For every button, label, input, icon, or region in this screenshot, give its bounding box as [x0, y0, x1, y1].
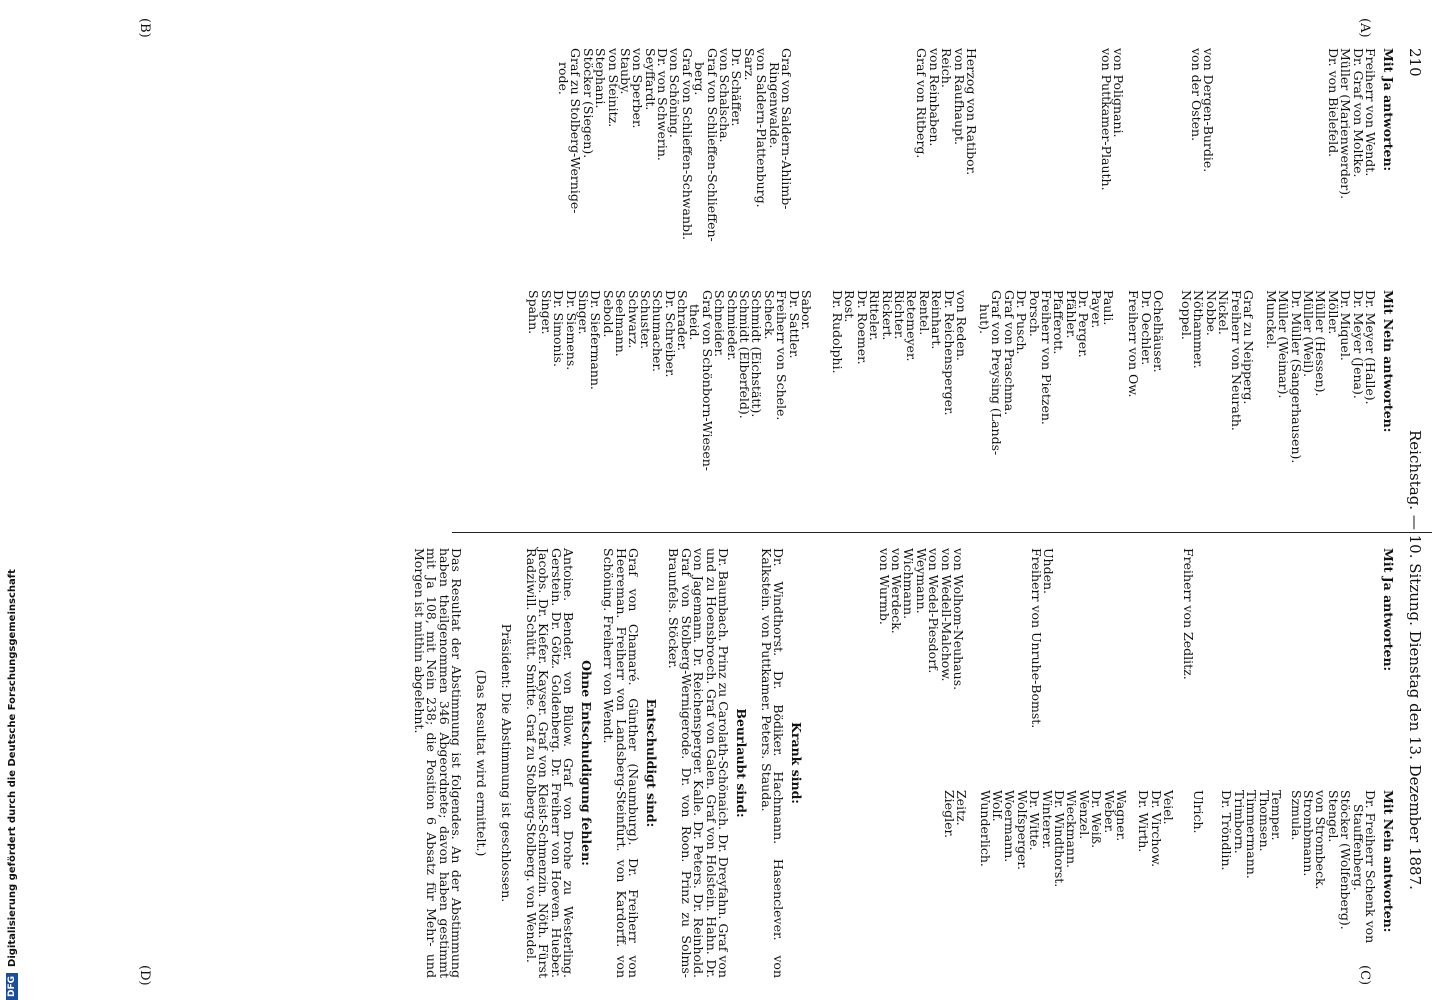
list-item: theid.	[687, 304, 703, 341]
list-item: von Steinitz.	[605, 48, 621, 128]
list-item: Stöcker (Wolfenberg).	[1338, 790, 1354, 930]
col4-group4	[1137, 790, 1174, 867]
list-item: Müller (Weil).	[1301, 290, 1317, 378]
list-item: von Strombeck.	[1313, 790, 1329, 890]
list-item: Zeitz.	[954, 790, 969, 826]
list-item: Freiherr von Zedlitz.	[1181, 548, 1196, 680]
list-item: Strombmann.	[1301, 790, 1317, 877]
president-text: Präsident: Die Abstimmung ist geschlossen.	[499, 623, 514, 903]
col1-group5	[557, 48, 792, 242]
list-item: Weber.	[1101, 790, 1117, 834]
list-item: Freiherr von Pietzen.	[1039, 290, 1055, 425]
list-item: Müller (Weimar).	[1276, 290, 1292, 399]
list-item: Temper.	[1269, 790, 1284, 841]
list-item: Graf von Schlieffen-Schlieffen-	[704, 48, 720, 242]
list-item: Dr. Tröndlin.	[1219, 790, 1235, 871]
credit-text: Digitalisierung gefördert durch die Deutsche Forschungsgemeinschaft	[6, 569, 18, 967]
list-item: von Dergen-Burdie.	[1201, 48, 1216, 173]
list-item: rode.	[555, 62, 571, 95]
col4-heading: Mit Nein antworten:	[1381, 790, 1396, 933]
list-item: Graf von Ritberg.	[914, 48, 930, 159]
list-item: Freiherr von Neurath.	[1228, 290, 1244, 431]
list-item: Ritteler.	[867, 290, 883, 341]
col3-heading: Mit Ja antworten:	[1381, 548, 1396, 672]
list-item: Ziegler.	[941, 790, 957, 839]
result-text: Das Resultat der Abstimmung ist folgendes. An der Abstimmung haben theilgenommen 346 Abgeordnete; davon haben gestimmt mit Ja 108, mit Nein 238; die Position 6 Absatz für Mehr- und Morgen ist mithin abgelehnt.	[411, 548, 464, 978]
col2-group5	[831, 290, 967, 416]
list-item: Dr. von Schwerin.	[655, 48, 671, 161]
list-item: Müller (Marienwerder).	[1338, 48, 1354, 200]
list-item: Munckel.	[1263, 290, 1279, 349]
list-item: Stengel.	[1325, 790, 1341, 843]
list-item: Szmula.	[1288, 790, 1304, 841]
list-item: Sebold.	[600, 290, 616, 338]
list-item: Ochelhäuser.	[1151, 290, 1166, 373]
column-divider	[452, 532, 1432, 533]
list-item: Rickert.	[879, 290, 895, 341]
digitization-credit	[0, 0, 24, 1000]
list-item: Richter.	[892, 290, 908, 340]
list-item: Pauli.	[1101, 290, 1116, 326]
list-item: Wunderlich.	[977, 790, 993, 867]
list-item: Dr. Roemer.	[854, 290, 870, 365]
list-item: Herzog von Ratibor.	[964, 48, 979, 176]
list-item: Scheck.	[761, 290, 777, 340]
list-item: Freiherr von Schele.	[774, 290, 790, 421]
sick-text: Dr. Windthorst. Dr. Bödiker. Hachmann. Hasenclever. von Kalkstein. von Puttkamer. Peters. Stauda.	[758, 548, 786, 978]
list-item: berg.	[692, 62, 708, 96]
list-item: Thomsen.	[1256, 790, 1272, 852]
list-item: Woermann.	[1002, 790, 1018, 863]
col4-group2	[1220, 790, 1282, 879]
list-item: von Schöning.	[667, 48, 683, 138]
col3-group3	[877, 548, 964, 690]
marker-a: (A)	[1357, 18, 1372, 38]
result-pending: (Das Resultat wird ermittelt.)	[474, 669, 489, 857]
list-item: von Reden.	[954, 290, 969, 361]
list-item: Wolf.	[990, 790, 1006, 822]
col4-group3	[1192, 790, 1204, 834]
list-item: von Raufhaupt.	[951, 48, 967, 145]
list-item: Graf von Schönborn-Wiesen-	[699, 290, 715, 472]
list-item: Dr. Pusch.	[1014, 290, 1030, 355]
list-item: von Sperber.	[630, 48, 646, 129]
list-item: Wolfsperger.	[1014, 790, 1030, 870]
list-item: Rentel.	[916, 290, 932, 336]
col4-group5	[978, 790, 1127, 887]
list-item: Nöthammer.	[1191, 290, 1207, 369]
col2-group2	[1180, 290, 1254, 431]
list-item: Winterer.	[1039, 790, 1055, 850]
list-item: Dr. Sattler.	[786, 290, 802, 359]
list-item: von Wolhom-Neuhaus.	[951, 548, 966, 691]
list-item: Nickel.	[1216, 290, 1232, 335]
list-item: Wagner.	[1114, 790, 1129, 842]
list-item: Sarz.	[741, 48, 757, 81]
list-item: Dr. Windthorst.	[1052, 790, 1068, 888]
list-item: Trimborn.	[1231, 790, 1247, 854]
list-item: Dr. Perger.	[1076, 290, 1092, 358]
list-item: Wenzel.	[1076, 790, 1092, 840]
marker-b: (B)	[137, 18, 152, 38]
list-item: von Saldern-Plattenburg.	[754, 48, 770, 208]
list-item: Graf zu Neipperg.	[1241, 290, 1256, 405]
list-item: Graf zu Stolberg-Wernige-	[568, 48, 584, 214]
list-item: Uhden.	[1041, 548, 1056, 595]
list-item: Weymann.	[913, 548, 929, 614]
col2-group1	[1264, 290, 1376, 463]
list-item: Schmidt (Eichstätt).	[749, 290, 765, 418]
marker-c: (C)	[1357, 965, 1372, 986]
list-item: Dr. Freiherr Schenk von	[1363, 790, 1378, 944]
list-item: Dr. Simonis.	[551, 290, 567, 367]
list-item: Schmieder.	[724, 290, 740, 361]
list-item: Reich.	[939, 48, 955, 88]
list-item: Nobbe.	[1203, 290, 1219, 336]
list-item: Dr. Wirth.	[1136, 790, 1152, 853]
list-item: Dr. von Bielefeld.	[1325, 48, 1341, 158]
list-item: Stöcker (Siegen).	[580, 48, 596, 159]
list-item: Graf von Schlieffen-Schwanbl.	[679, 48, 695, 240]
excused-heading: Entschuldigt sind:	[644, 698, 659, 828]
list-item: Pfafferott.	[1051, 290, 1067, 355]
list-item: Stauffenberg.	[1350, 804, 1366, 891]
list-item: Ringenwalde.	[766, 62, 782, 149]
list-item: Graf von Praschma.	[1001, 290, 1017, 416]
list-item: Dr. Rudolphi.	[830, 290, 846, 374]
list-item: von der Osten.	[1188, 48, 1204, 142]
col3-group2	[1029, 548, 1054, 728]
dfg-logo: DFG	[6, 973, 18, 1000]
col2-heading: Mit Nein antworten:	[1381, 290, 1396, 433]
list-item: Freiherr von Wendt.	[1363, 48, 1378, 177]
list-item: Singer.	[575, 290, 591, 335]
list-item: Pfähler.	[1063, 290, 1079, 339]
list-item: von Werdeck.	[889, 548, 905, 634]
list-item: Schmidt (Elberfeld).	[737, 290, 753, 419]
list-item: Schwarz.	[625, 290, 641, 349]
list-item: Dr. Witte.	[1027, 790, 1043, 851]
col3-group1	[1182, 548, 1194, 680]
list-item: Singer.	[538, 290, 554, 335]
list-item: Noppel.	[1179, 290, 1195, 340]
list-item: Stephani.	[593, 48, 609, 109]
leave-text: Dr. Baumbach. Prinz zu Carolath-Schönaich. Dr. Dreyfahn. Graf von und zu Hoensbroech. Graf von Galen. Graf von Holstein. Hahn. Dr. von Jagemann. Dr. Reichensperger. Kalle. Dr. Peters. Dr. Reinhold. Graf von Stolberg-Wernigerode. Dr. von Roon. Prinz zu Solms-Braunfels. Stöcker.	[666, 548, 731, 978]
col1-group1	[1326, 48, 1376, 199]
col2-group4	[978, 290, 1114, 455]
list-item: Stauby.	[617, 48, 633, 95]
list-item: Dr. Virchow.	[1148, 790, 1164, 868]
list-item: Dr. Reichensperger.	[941, 290, 957, 416]
list-item: Schneider.	[712, 290, 728, 358]
list-item: Freiherr von Unruhe-Bomst.	[1028, 548, 1044, 729]
list-item: Wieckmann.	[1064, 790, 1080, 868]
list-item: Ulrich.	[1191, 790, 1206, 834]
col1-group2	[1189, 48, 1214, 172]
leave-heading: Beurlaubt sind:	[734, 708, 749, 818]
list-item: Seelmann.	[613, 290, 629, 357]
list-item: Rost.	[842, 290, 858, 323]
col1-heading: Mit Ja antworten:	[1381, 48, 1396, 172]
list-item: von Wedel-Piesdorf.	[926, 548, 942, 674]
list-item: von Schalscha.	[717, 48, 733, 143]
list-item: Retemeyer.	[904, 290, 920, 362]
col1-group3	[1099, 48, 1124, 191]
list-item: Freiherr von Ow.	[1126, 290, 1142, 398]
list-item: Graf von Preysing (Lands-	[989, 290, 1005, 456]
list-item: hut).	[977, 304, 993, 334]
list-item: Dr. Weiß.	[1089, 790, 1105, 849]
col4-group1	[1289, 790, 1376, 943]
list-item: Dr. Graf von Moltke.	[1350, 48, 1366, 178]
list-item: Schuster.	[637, 290, 653, 350]
list-item: Schumacher.	[650, 290, 666, 372]
list-item: Spahn.	[526, 290, 542, 335]
list-item: Dr. Siemens.	[563, 290, 579, 371]
list-item: Dr. Meyer (Jena).	[1350, 290, 1366, 399]
list-item: Payer.	[1088, 290, 1104, 329]
list-item: Timmermann.	[1244, 790, 1260, 879]
list-item: von Wedell-Malchow.	[938, 548, 954, 682]
list-item: Dr. Miquel.	[1338, 290, 1354, 361]
list-item: Dr. Siefermann.	[588, 290, 604, 390]
list-item: Porsch.	[1026, 290, 1042, 337]
list-item: von Wurmb.	[876, 548, 892, 625]
list-item: Dr. Schreiber.	[662, 290, 678, 378]
list-item: von Reinbaben.	[926, 48, 942, 147]
list-item: Schrader.	[675, 290, 691, 352]
col2-group6	[527, 290, 812, 471]
list-item: Seyffardt.	[642, 48, 658, 111]
left-margin	[0, 0, 30, 1000]
list-item: Dr. Schäffer.	[729, 48, 745, 127]
page-header-title: Reichstag. — 10. Sitzung. Dienstag den 13. Dezember 1887.	[1406, 430, 1424, 890]
excused-text: Graf von Chamaré. Günther (Naumburg). Dr. Freiherr von Heereman. Freiherr von Landsberg-Steinfurt. von Kardorff. von Schöning. Freiherr von Wendt.	[601, 548, 641, 978]
list-item: von Polignani.	[1111, 48, 1126, 138]
list-item: Möller.	[1325, 290, 1341, 335]
list-item: Reinhart.	[929, 290, 945, 350]
list-item: Dr. Meyer (Halle).	[1363, 290, 1378, 405]
list-item: Dr. Müller (Sangerhausen).	[1288, 290, 1304, 464]
list-item: Müller (Hessen).	[1313, 290, 1329, 397]
sick-heading: Krank sind:	[789, 722, 804, 804]
list-item: Sabor.	[799, 290, 814, 331]
col4-group6	[942, 790, 967, 838]
list-item: Wichmann.	[901, 548, 917, 620]
unexcused-heading: Ohne Entschuldigung fehlen:	[579, 660, 594, 866]
list-item: von Puttkamer-Plauth.	[1098, 48, 1114, 191]
col1-group4	[915, 48, 977, 175]
list-item: Dr. Oechler.	[1138, 290, 1154, 366]
col2-group3	[1127, 290, 1164, 397]
unexcused-text: Antoine. Bender. von Bülow. Graf von Drohe zu Westerling. Gerstein. Dr. Götz. Goldenberg. Dr. Freiherr von Hoeven. Hueber. Jacobs. Dr. Kiefer. Kayser. Graf von Kleist-Schmenzin. Nöth. Fürst Radziwill. Schütt. Smitte. Graf zu Stolberg-Stolberg. von Wendel.	[523, 548, 576, 978]
list-item: Veiel.	[1161, 790, 1176, 825]
list-item: Graf von Saldern-Ahlimb-	[779, 48, 794, 210]
page-number: 210	[1406, 48, 1424, 77]
marker-d: (D)	[137, 965, 152, 986]
